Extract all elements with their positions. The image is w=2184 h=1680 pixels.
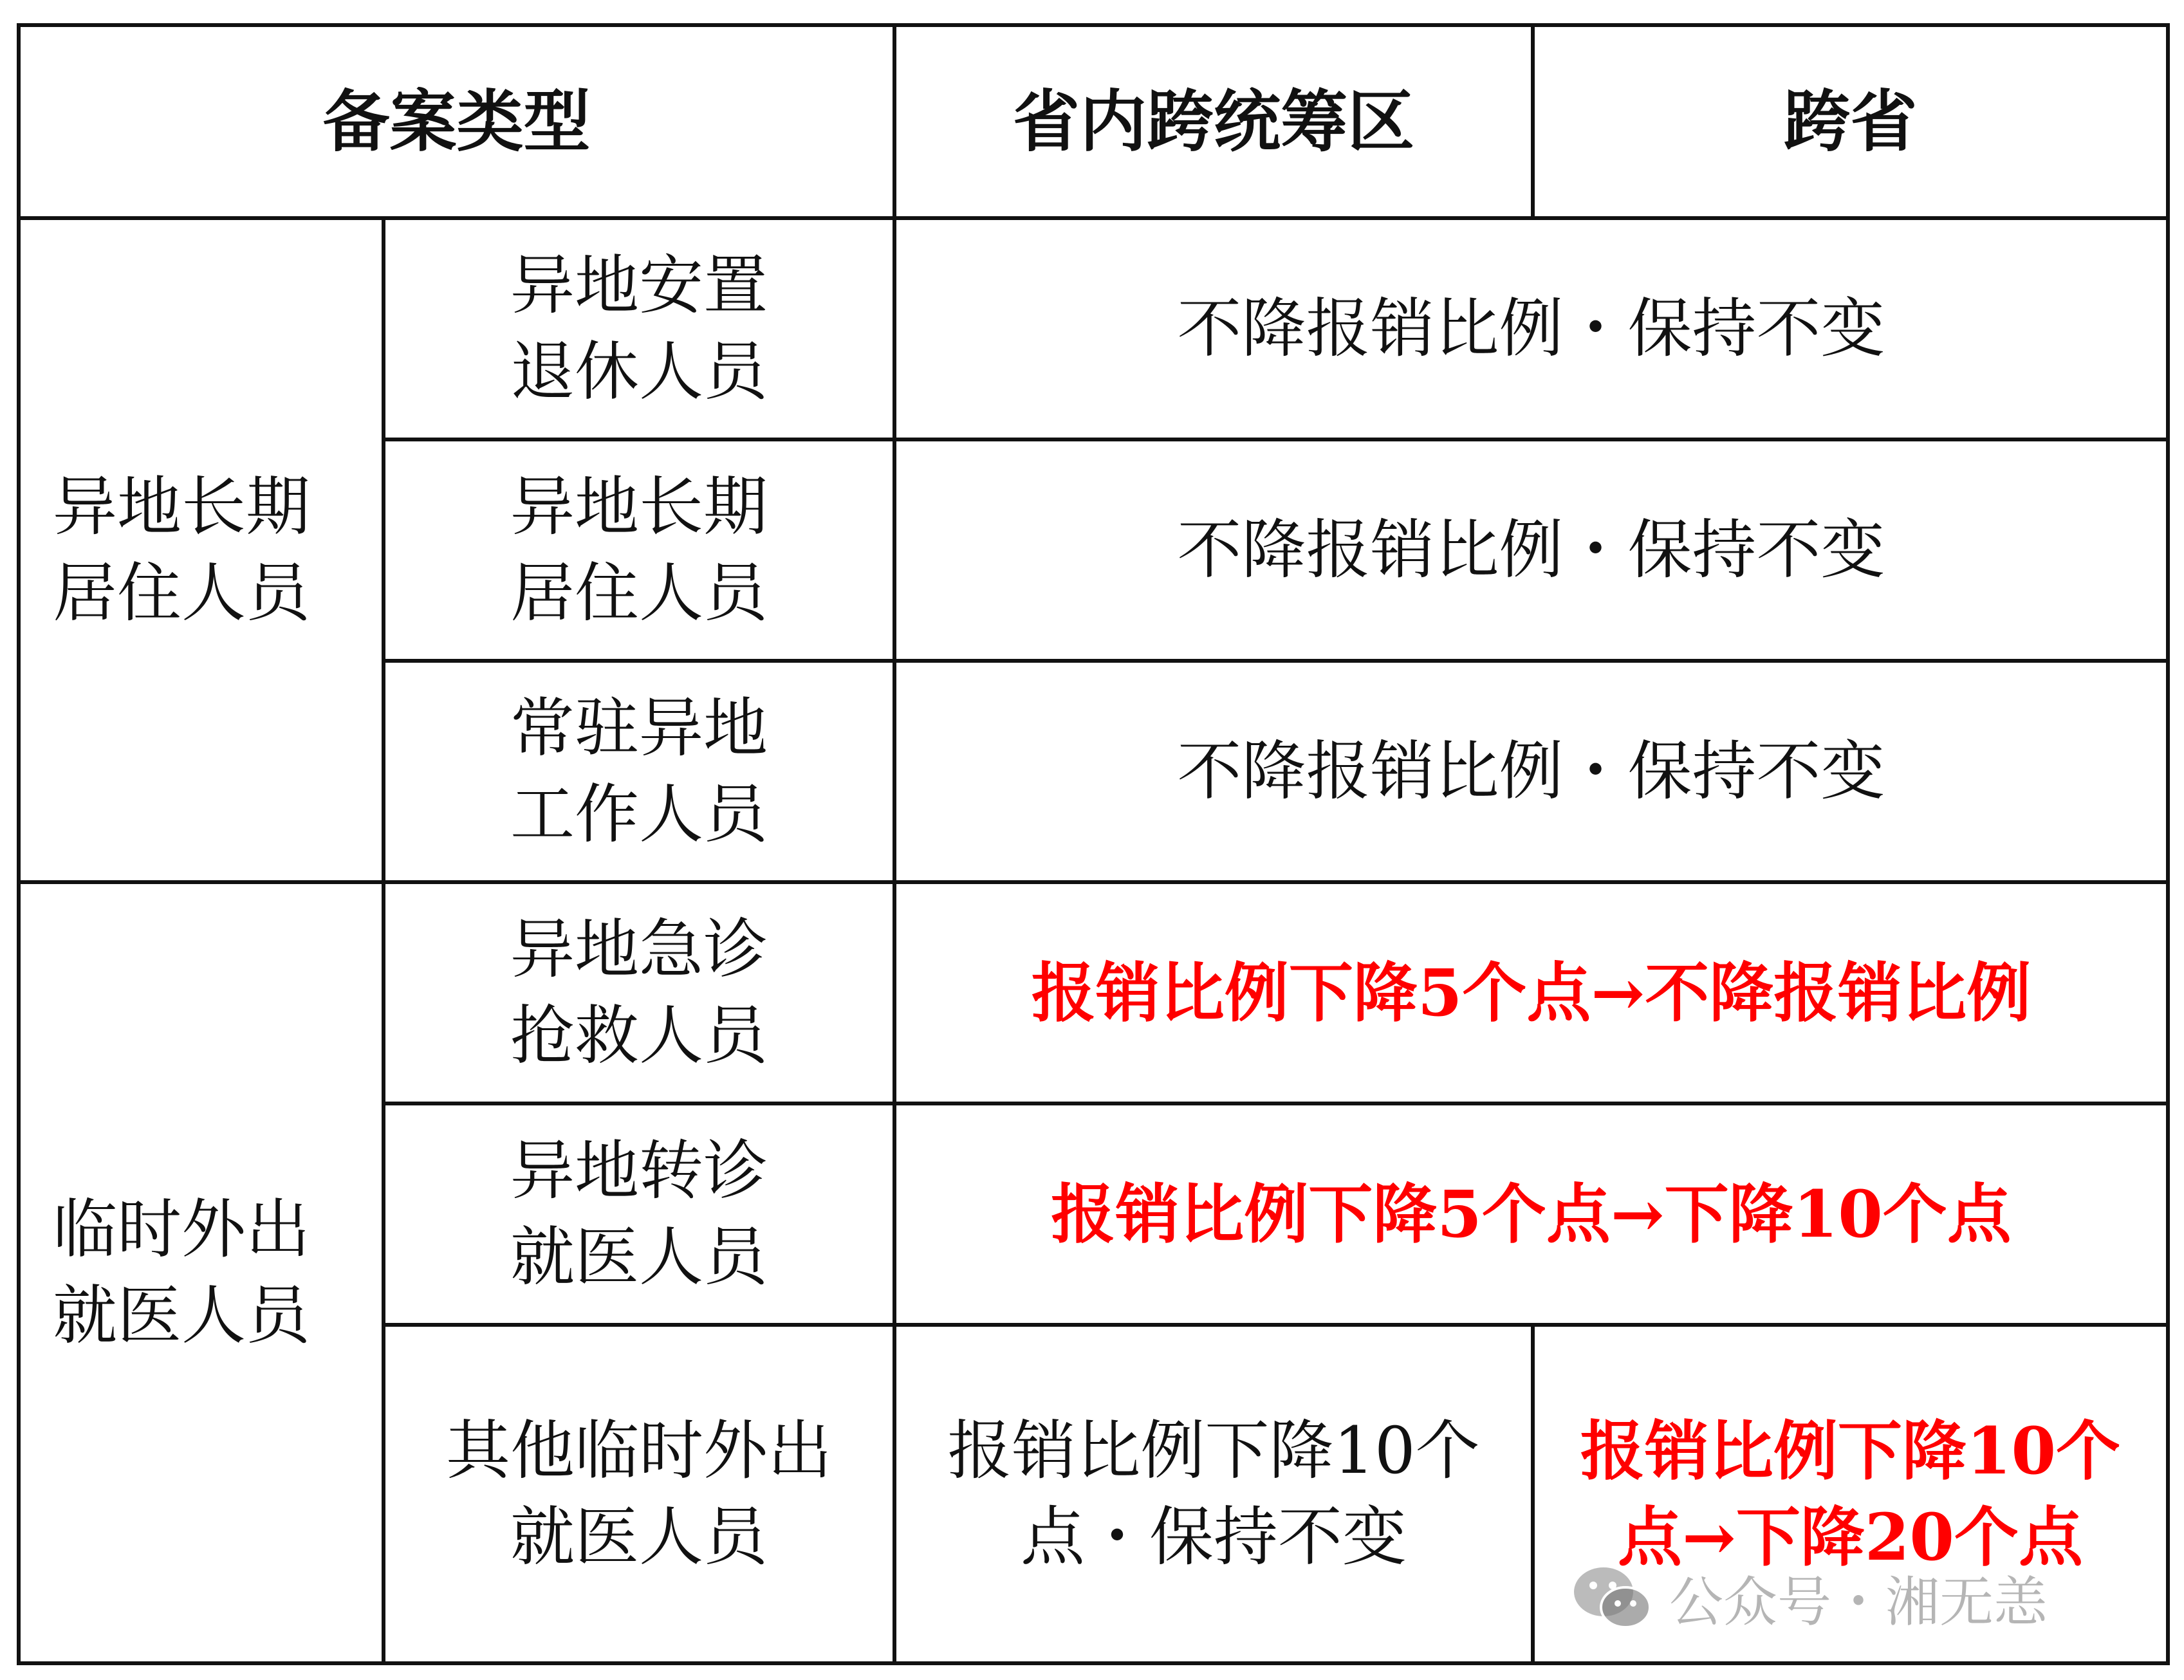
- group-label-temporary: [19, 882, 384, 1663]
- watermark: [1570, 1556, 2048, 1639]
- category-cell: [384, 218, 894, 439]
- policy-cell-highlight: 报销比例下降5个点→下降10个点: [894, 1103, 2168, 1325]
- header-cross-province: 跨省: [1533, 25, 2168, 218]
- wechat-icon: [1570, 1562, 1654, 1633]
- category-cell: [384, 882, 894, 1103]
- policy-cell-in-province: [894, 1325, 1533, 1663]
- header-row: [19, 25, 2168, 218]
- category-cell: [384, 439, 894, 661]
- group-label-line: 临时外出: [53, 1192, 310, 1267]
- category-line: 异地急诊: [510, 912, 768, 987]
- policy-line: 点→下降20个点: [1618, 1499, 2083, 1575]
- group-label-line: 居住人员: [53, 555, 310, 631]
- category-line: 退休人员: [510, 334, 768, 409]
- policy-line: 报销比例下降10个: [947, 1413, 1480, 1488]
- category-line: 就医人员: [510, 1219, 768, 1295]
- policy-line: 点・保持不变: [1021, 1499, 1407, 1574]
- policy-cell: 不降报销比例・保持不变: [894, 661, 2168, 882]
- group-label-long-term: [19, 218, 384, 882]
- table-row: [19, 218, 2168, 439]
- category-cell: [384, 1103, 894, 1325]
- policy-line: 报销比例下降10个: [1580, 1413, 2121, 1489]
- category-line: 就医人员: [510, 1499, 768, 1574]
- policy-table: [17, 23, 2170, 1665]
- table-row: [19, 882, 2168, 1103]
- category-cell: [384, 1325, 894, 1663]
- category-line: 异地长期: [510, 469, 768, 544]
- category-line: 常驻异地: [510, 690, 768, 766]
- header-in-province: 省内跨统筹区: [894, 25, 1533, 218]
- watermark-text: 公众号・湘无恙: [1669, 1570, 2048, 1634]
- category-line: 工作人员: [510, 777, 768, 852]
- header-type: 备案类型: [19, 25, 894, 218]
- group-label-line: 异地长期: [53, 469, 310, 544]
- category-line: 异地转诊: [510, 1133, 768, 1208]
- policy-cell: 不降报销比例・保持不变: [894, 218, 2168, 439]
- category-line: 其他临时外出: [446, 1413, 832, 1488]
- policy-cell-highlight: 报销比例下降5个点→不降报销比例: [894, 882, 2168, 1103]
- category-line: 异地安置: [510, 248, 768, 323]
- policy-cell: 不降报销比例・保持不变: [894, 439, 2168, 661]
- group-label-line: 就医人员: [53, 1278, 310, 1353]
- category-cell: [384, 661, 894, 882]
- category-line: 抢救人员: [510, 998, 768, 1073]
- category-line: 居住人员: [510, 555, 768, 631]
